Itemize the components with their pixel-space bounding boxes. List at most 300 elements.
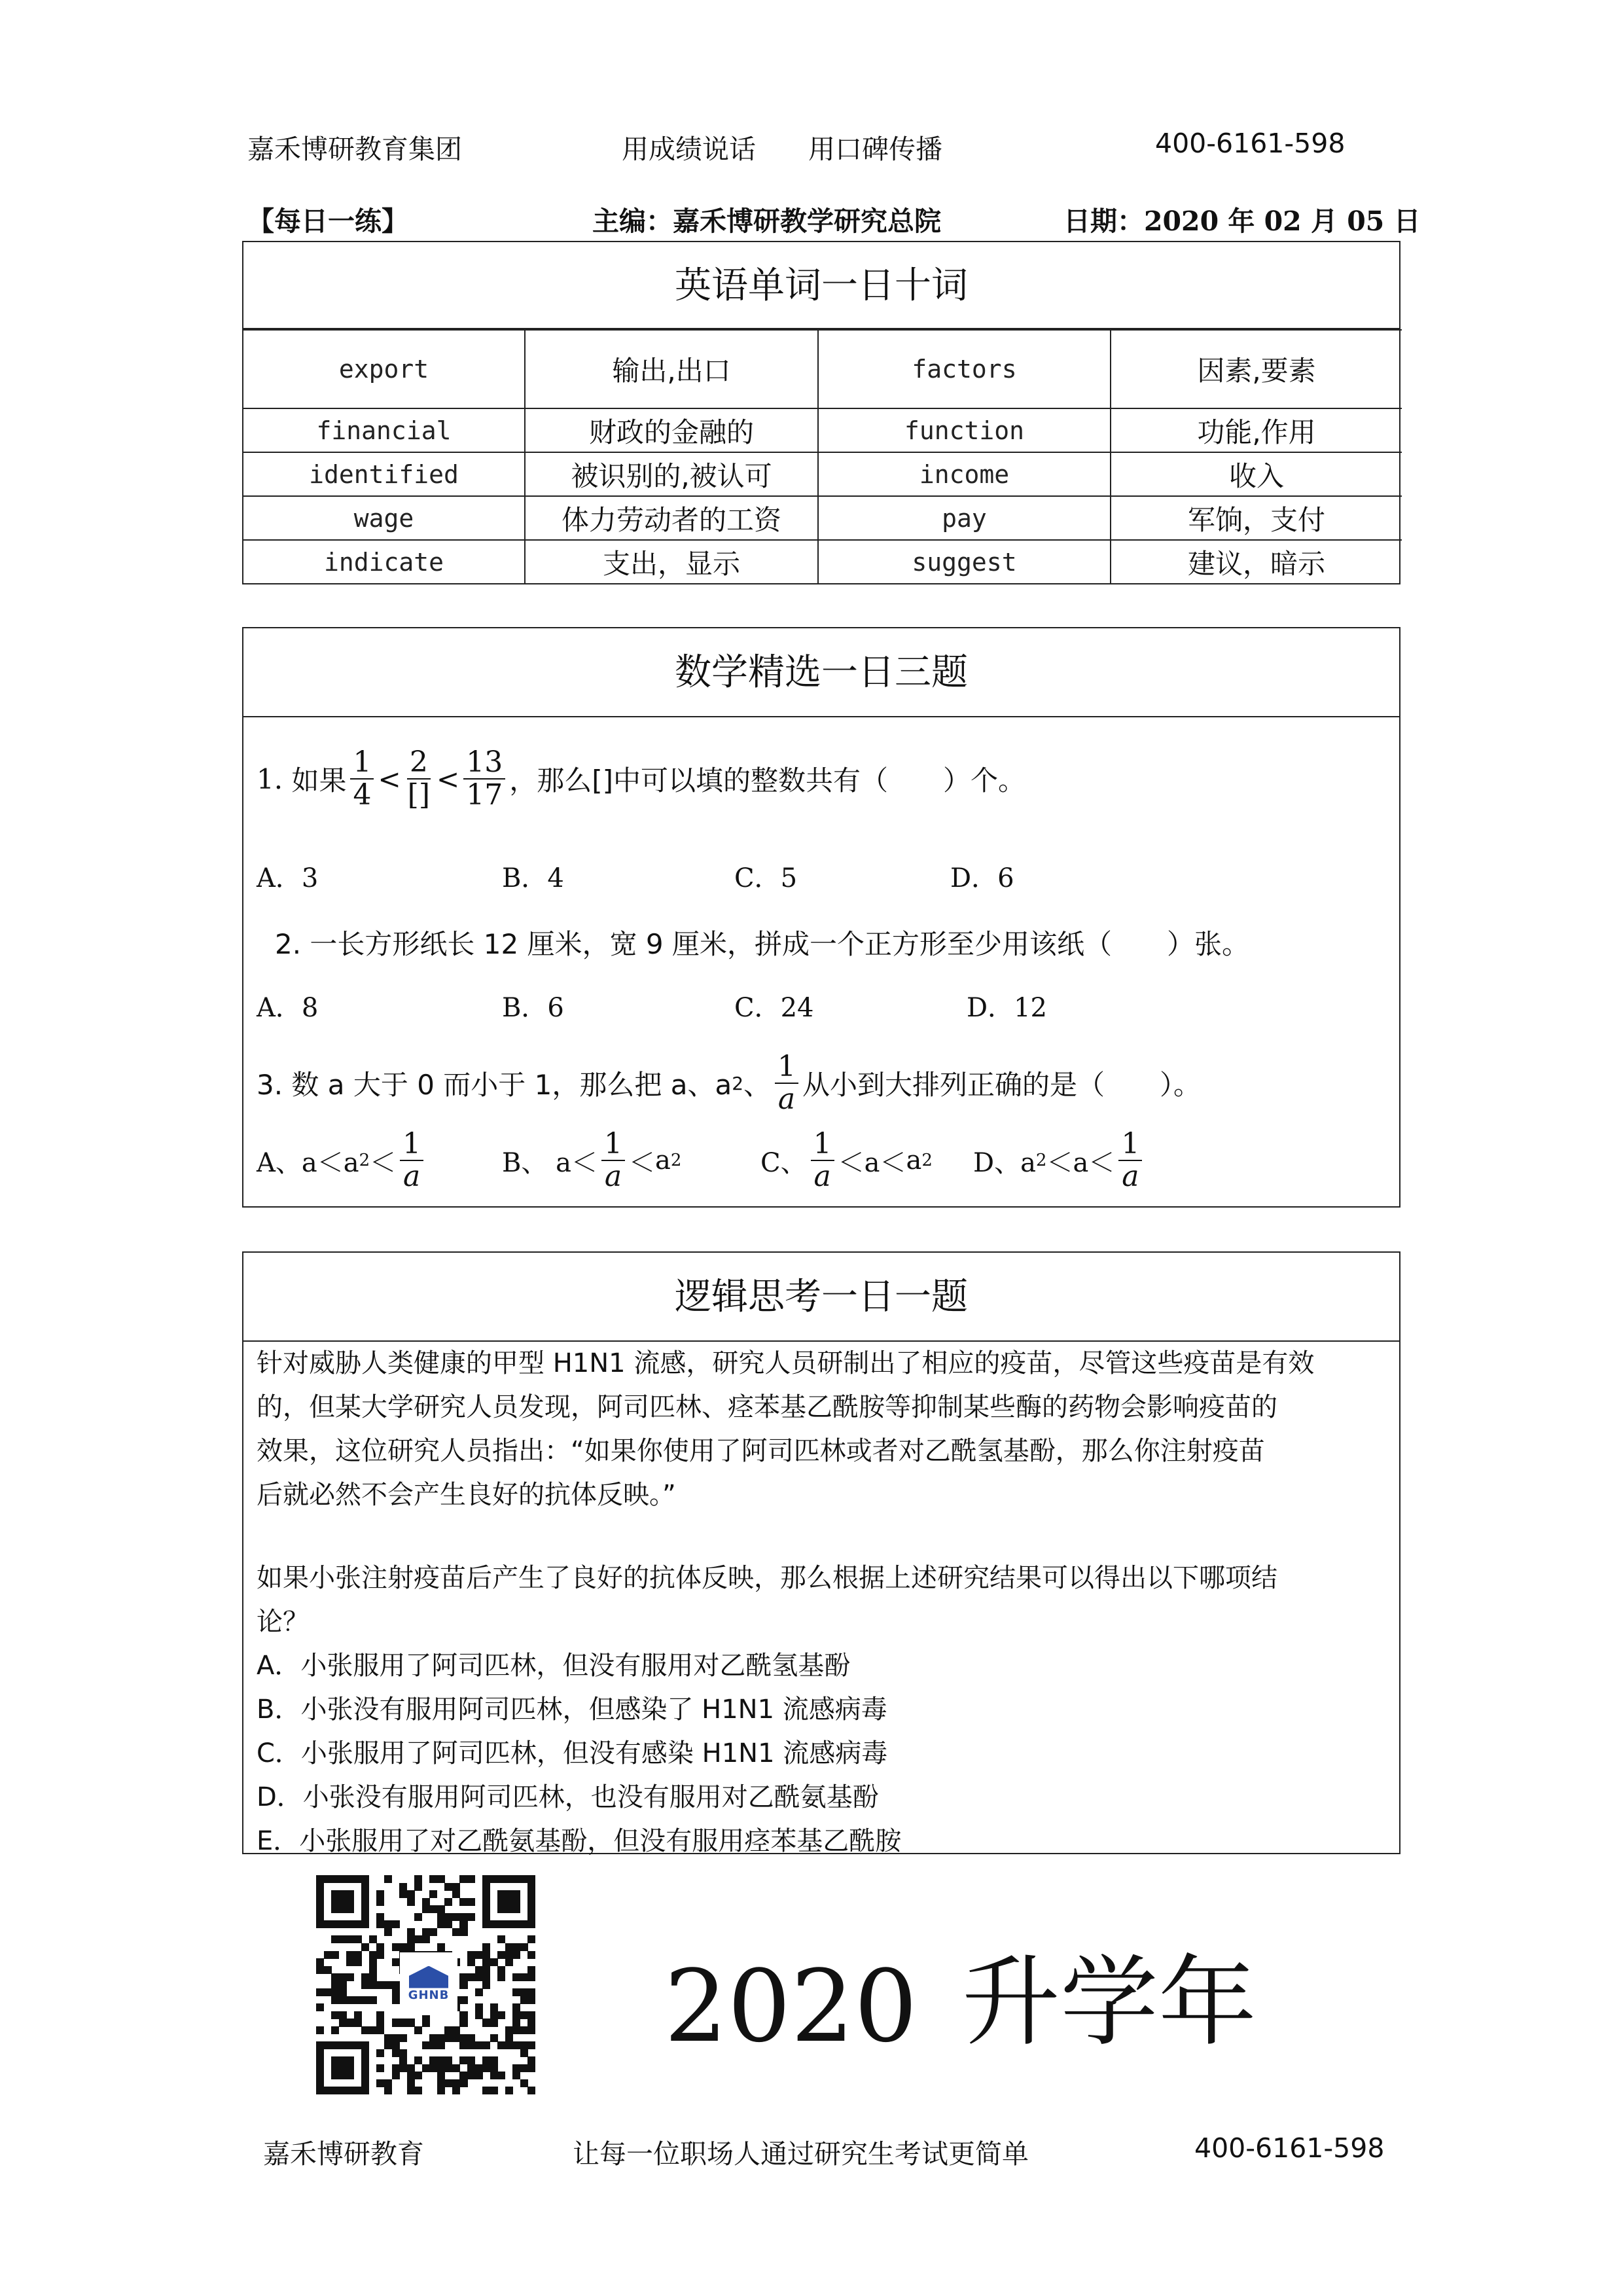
qr-module: [527, 2064, 535, 2072]
qr-module: [346, 1905, 354, 1913]
qr-module: [392, 1996, 400, 2004]
qr-module: [376, 2079, 384, 2087]
qr-module: [339, 2056, 347, 2064]
qr-module: [407, 1898, 415, 1906]
qr-module: [512, 2003, 520, 2011]
qr-module: [354, 2087, 362, 2094]
qr-module: [346, 1890, 354, 1898]
qr-module: [490, 2056, 498, 2064]
qr-module: [512, 2041, 520, 2049]
qr-module: [392, 1981, 400, 1989]
qr-module: [346, 1958, 354, 1966]
qr-module: [331, 1973, 339, 1981]
qr-module: [346, 1951, 354, 1959]
qr-module: [422, 2018, 430, 2026]
qr-module: [316, 2087, 324, 2094]
qr-module: [422, 2041, 430, 2049]
qr-module: [361, 2087, 369, 2094]
qr-module: [422, 1898, 430, 1906]
qr-module: [369, 1981, 377, 1989]
qr-module: [354, 1875, 362, 1883]
qr-module: [497, 2041, 505, 2049]
qr-module: [437, 1905, 445, 1913]
qr-module: [384, 2079, 392, 2087]
vocab-word: indicate: [243, 540, 525, 584]
q1-option-a: A．3: [257, 863, 319, 893]
qr-module: [437, 2079, 445, 2087]
qr-module: [512, 1951, 520, 1959]
qr-module: [324, 1875, 332, 1883]
qr-module: [437, 1875, 445, 1883]
qr-module: [437, 1920, 445, 1928]
qr-module: [452, 2064, 460, 2072]
vocab-word: function: [818, 408, 1111, 452]
qr-module: [407, 2079, 415, 2087]
vocab-title: 英语单词一日十词: [243, 242, 1399, 329]
header-phone: 400-6161-598: [1155, 128, 1346, 159]
qr-module: [354, 1958, 362, 1966]
qr-module: [392, 2064, 400, 2072]
qr-module: [346, 1973, 354, 1981]
qr-module: [520, 1996, 528, 2004]
qr-module: [384, 1920, 392, 1928]
math-section: [242, 627, 1400, 1208]
qr-module: [331, 2011, 339, 2019]
qr-module: [512, 2072, 520, 2079]
fraction: $\frac{1}{4}$: [350, 747, 374, 812]
qr-module: [361, 1920, 369, 1928]
qr-module: [422, 1935, 430, 1943]
qr-module: [527, 1951, 535, 1959]
qr-module: [346, 2018, 354, 2026]
qr-module: [527, 2018, 535, 2026]
logic-passage-line: 后就必然不会产生良好的抗体反映。”: [257, 1480, 676, 1510]
qr-module: [414, 2087, 422, 2094]
qr-module: [505, 2026, 513, 2034]
qr-module: [437, 2041, 445, 2049]
qr-module: [399, 2049, 407, 2057]
qr-module: [437, 1913, 445, 1921]
table-row: [243, 496, 1402, 540]
qr-module: [482, 1883, 490, 1891]
qr-module: [361, 2056, 369, 2064]
qr-module: [361, 1890, 369, 1898]
qr-logo: [400, 1952, 457, 2015]
qr-module: [497, 2011, 505, 2019]
qr-module: [392, 1958, 400, 1966]
logic-option-c: C．小张服用了阿司匹林，但没有感染 H1N1 流感病毒: [257, 1738, 888, 1768]
qr-module: [482, 1966, 490, 1974]
qr-module: [384, 1981, 392, 1989]
qr-module: [392, 2049, 400, 2057]
qr-module: [512, 1943, 520, 1951]
header-slogan-2: 用口碑传播: [808, 134, 942, 165]
vocab-meaning: 收入: [1111, 452, 1402, 496]
qr-module: [346, 2072, 354, 2079]
qr-module: [505, 1890, 513, 1898]
qr-module: [324, 2041, 332, 2049]
qr-module: [361, 1943, 369, 1951]
qr-module: [422, 1928, 430, 1936]
qr-module: [376, 1981, 384, 1989]
qr-module: [527, 2056, 535, 2064]
header-slogan-1: 用成绩说话: [622, 134, 756, 165]
qr-module: [482, 1913, 490, 1921]
qr-module: [505, 1875, 513, 1883]
qr-module: [482, 1943, 490, 1951]
qr-module: [316, 1905, 324, 1913]
qr-module: [346, 2056, 354, 2064]
qr-module: [407, 1928, 415, 1936]
qr-module: [459, 1875, 467, 1883]
qr-module: [512, 1973, 520, 1981]
q3-prefix: 3. 数 a 大于 0 而小于 1，那么把 a、a: [257, 1069, 732, 1101]
qr-module: [392, 2018, 400, 2026]
qr-module: [422, 2064, 430, 2072]
qr-module: [437, 2087, 445, 2094]
q1-number: 1.: [257, 762, 283, 795]
qr-module: [505, 2034, 513, 2042]
qr-module: [505, 1943, 513, 1951]
qr-module: [520, 1973, 528, 1981]
qr-module: [346, 1996, 354, 2004]
qr-module: [331, 1988, 339, 1996]
qr-module: [346, 2087, 354, 2094]
vocab-meaning: 军饷，支付: [1111, 496, 1402, 540]
qr-module: [452, 2034, 460, 2042]
qr-module: [505, 1905, 513, 1913]
qr-module: [452, 2079, 460, 2087]
vocab-meaning: 功能,作用: [1111, 408, 1402, 452]
qr-module: [339, 1898, 347, 1906]
qr-module: [346, 1898, 354, 1906]
qr-module: [437, 2034, 445, 2042]
vocab-meaning: 输出,出口: [525, 330, 818, 408]
qr-module: [452, 1928, 460, 1936]
qr-module: [482, 2087, 490, 2094]
qr-module: [369, 1966, 377, 1974]
qr-module: [339, 1981, 347, 1989]
qr-module: [490, 1875, 498, 1883]
qr-module: [316, 2064, 324, 2072]
vocab-meaning: 因素,要素: [1111, 330, 1402, 408]
qr-module: [407, 1943, 415, 1951]
qr-module: [527, 1920, 535, 1928]
qr-module: [339, 2087, 347, 2094]
qr-module: [331, 2087, 339, 2094]
qr-module: [429, 2041, 437, 2049]
qr-module: [361, 1883, 369, 1891]
qr-code: [316, 1875, 535, 2094]
qr-module: [407, 1890, 415, 1898]
qr-module: [505, 1958, 513, 1966]
qr-module: [475, 2041, 483, 2049]
qr-module: [467, 2041, 475, 2049]
qr-module: [467, 2064, 475, 2072]
qr-module: [459, 1920, 467, 1928]
vocab-meaning: 体力劳动者的工资: [525, 496, 818, 540]
qr-module: [399, 1943, 407, 1951]
qr-module: [452, 2026, 460, 2034]
qr-module: [339, 1973, 347, 1981]
q3-suffix: 从小到大排列正确的是（ ）。: [802, 1069, 1202, 1101]
qr-module: [520, 2011, 528, 2019]
qr-module: [429, 2064, 437, 2072]
qr-module: [384, 2087, 392, 2094]
qr-module: [429, 1905, 437, 1913]
qr-module: [354, 1920, 362, 1928]
qr-module: [520, 2026, 528, 2034]
qr-module: [482, 2064, 490, 2072]
qr-module: [482, 1973, 490, 1981]
fraction: $\frac{13}{17}$: [463, 747, 505, 812]
qr-module: [361, 1898, 369, 1906]
qr-module: [490, 2011, 498, 2019]
qr-module: [490, 2018, 498, 2026]
qr-module: [467, 1958, 475, 1966]
date-line: 日期：2020 年 02 月 05 日: [1063, 206, 1421, 237]
qr-module: [527, 1935, 535, 1943]
qr-module: [339, 2011, 347, 2019]
qr-module: [331, 2041, 339, 2049]
qr-module: [459, 2079, 467, 2087]
qr-module: [316, 1883, 324, 1891]
qr-module: [407, 1935, 415, 1943]
qr-module: [339, 1996, 347, 2004]
qr-module: [331, 2056, 339, 2064]
math-q2: 2. 一长方形纸长 12 厘米，宽 9 厘米，拼成一个正方形至少用该纸（ ）张。: [275, 928, 1249, 960]
qr-module: [459, 1898, 467, 1906]
qr-module: [354, 1996, 362, 2004]
qr-module: [407, 2064, 415, 2072]
qr-module: [331, 1996, 339, 2004]
q2-option-d: D．12: [967, 993, 1047, 1023]
qr-module: [361, 2026, 369, 2034]
qr-module: [467, 2056, 475, 2064]
vocab-word: export: [243, 330, 525, 408]
qr-module: [414, 1935, 422, 1943]
qr-module: [467, 1875, 475, 1883]
qr-module: [482, 1898, 490, 1906]
qr-module: [384, 2041, 392, 2049]
qr-module: [459, 2018, 467, 2026]
q1-option-d: D．6: [950, 863, 1014, 893]
q1-option-c: C．5: [734, 863, 798, 893]
qr-module: [339, 1890, 347, 1898]
qr-module: [429, 1875, 437, 1883]
qr-module: [444, 1898, 452, 1906]
qr-module: [361, 1913, 369, 1921]
qr-module: [339, 1988, 347, 1996]
q2-option-b: B．6: [502, 993, 564, 1023]
qr-module: [527, 1905, 535, 1913]
qr-module: [444, 1913, 452, 1921]
qr-module: [331, 1890, 339, 1898]
qr-module: [339, 1905, 347, 1913]
vocab-section: [242, 241, 1400, 584]
qr-module: [376, 2011, 384, 2019]
qr-module: [346, 2064, 354, 2072]
vocab-word: factors: [818, 330, 1111, 408]
qr-module: [490, 2064, 498, 2072]
qr-module: [475, 1966, 483, 1974]
qr-module: [316, 2079, 324, 2087]
qr-module: [437, 2056, 445, 2064]
qr-module: [452, 1913, 460, 1921]
qr-module: [512, 2026, 520, 2034]
q2-option-a: A．8: [257, 993, 319, 1023]
vocab-meaning: 财政的金融的: [525, 408, 818, 452]
qr-module: [392, 1920, 400, 1928]
qr-module: [414, 2056, 422, 2064]
qr-module: [444, 2079, 452, 2087]
qr-module: [392, 2034, 400, 2042]
graduation-cap-icon: [409, 1966, 448, 1988]
qr-module: [490, 2034, 498, 2042]
qr-module: [437, 2064, 445, 2072]
q3-option-b: B、 a＜ $\frac{1}{a}$ ＜ a 2: [502, 1126, 682, 1193]
math-q1: 1. 如果 $\frac{1}{4}$ < $\frac{2}{[]}$ < $\frac{13}{17}$ ，那么[]中可以填的整数共有（ ）个。: [257, 745, 1026, 812]
vocab-word: pay: [818, 496, 1111, 540]
qr-module: [475, 2064, 483, 2072]
qr-module: [527, 1883, 535, 1891]
qr-module: [475, 1951, 483, 1959]
qr-module: [467, 1898, 475, 1906]
qr-module: [422, 1905, 430, 1913]
qr-module: [324, 1988, 332, 1996]
qr-module: [414, 1883, 422, 1891]
qr-module: [459, 1996, 467, 2004]
table-row: [243, 540, 1402, 584]
footer-phone: 400-6161-598: [1194, 2132, 1385, 2164]
qr-module: [369, 1958, 377, 1966]
qr-module: [361, 1875, 369, 1883]
qr-module: [527, 1898, 535, 1906]
qr-module: [346, 1935, 354, 1943]
qr-module: [505, 1951, 513, 1959]
qr-module: [527, 1973, 535, 1981]
qr-module: [324, 1966, 332, 1974]
qr-module: [497, 1890, 505, 1898]
qr-module: [505, 2041, 513, 2049]
qr-module: [331, 2064, 339, 2072]
qr-module: [316, 1988, 324, 1996]
qr-module: [482, 2056, 490, 2064]
vocab-table: [243, 329, 1402, 584]
qr-module: [497, 2072, 505, 2079]
qr-module: [459, 2056, 467, 2064]
qr-module: [437, 1943, 445, 1951]
qr-module: [459, 1973, 467, 1981]
qr-module: [376, 1913, 384, 1921]
qr-module: [376, 2049, 384, 2057]
qr-module: [399, 2034, 407, 2042]
qr-module: [361, 1905, 369, 1913]
qr-module: [414, 2026, 422, 2034]
qr-module: [467, 1973, 475, 1981]
qr-module: [482, 1920, 490, 1928]
qr-module: [512, 1898, 520, 1906]
daily-practice-tag: 【每日一练】: [247, 206, 408, 237]
qr-module: [527, 2011, 535, 2019]
logic-passage-line: 针对威胁人类健康的甲型 H1N1 流感，研究人员研制出了相应的疫苗，尽管这些疫苗是有效: [257, 1348, 1315, 1378]
qr-logo-text: GHNB: [408, 1988, 450, 2002]
qr-module: [399, 2064, 407, 2072]
logic-section: [242, 1251, 1400, 1854]
qr-module: [346, 1875, 354, 1883]
qr-module: [429, 2056, 437, 2064]
qr-module: [527, 1996, 535, 2004]
qr-module: [316, 1920, 324, 1928]
qr-module: [490, 1920, 498, 1928]
math-title: 数学精选一日三题: [243, 628, 1399, 717]
table-row: [243, 408, 1402, 452]
logic-option-d: D．小张没有服用阿司匹林，也没有服用对乙酰氨基酚: [257, 1782, 879, 1812]
qr-module: [414, 1875, 422, 1883]
qr-module: [331, 2072, 339, 2079]
qr-module: [520, 2064, 528, 2072]
q1-prefix: 如果: [291, 764, 347, 797]
qr-module: [316, 2003, 324, 2011]
qr-module: [490, 1958, 498, 1966]
q3-option-d: D、a 2 ＜a＜ $\frac{1}{a}$: [973, 1124, 1146, 1196]
qr-module: [346, 2041, 354, 2049]
qr-module: [339, 2018, 347, 2026]
qr-module: [467, 1913, 475, 1921]
qr-module: [459, 2041, 467, 2049]
qr-module: [452, 1883, 460, 1891]
qr-module: [497, 1920, 505, 1928]
qr-module: [414, 2072, 422, 2079]
qr-module: [361, 2079, 369, 2087]
vocab-word: identified: [243, 452, 525, 496]
logic-question-line: 论？: [257, 1607, 309, 1637]
qr-module: [339, 2064, 347, 2072]
table-row: [243, 330, 1402, 408]
qr-module: [339, 1920, 347, 1928]
qr-module: [512, 1890, 520, 1898]
q1-suffix: ，那么[]中可以填的整数共有（ ）个。: [509, 764, 1026, 797]
qr-module: [331, 1905, 339, 1913]
qr-module: [475, 2003, 483, 2011]
fraction: $\frac{2}{[]}$: [407, 745, 430, 812]
fraction: $\frac{1}{a}$: [775, 1051, 798, 1116]
qr-module: [482, 2041, 490, 2049]
qr-module: [414, 1913, 422, 1921]
qr-module: [527, 1913, 535, 1921]
qr-module: [444, 2056, 452, 2064]
qr-module: [399, 1883, 407, 1891]
vocab-meaning: 支出，显示: [525, 540, 818, 584]
qr-module: [444, 2026, 452, 2034]
qr-module: [482, 1905, 490, 1913]
qr-module: [482, 1890, 490, 1898]
qr-module: [459, 2011, 467, 2019]
qr-module: [354, 1935, 362, 1943]
editor-line: 主编：嘉禾博研教学研究总院: [592, 206, 941, 237]
math-q3: 3. 数 a 大于 0 而小于 1，那么把 a、a 2 、 $\frac{1}{a}$ 从小到大排列正确的是（ ）。: [257, 1049, 1202, 1116]
qr-module: [376, 1951, 384, 1959]
qr-module: [459, 1981, 467, 1989]
qr-module: [316, 1890, 324, 1898]
qr-module: [384, 1875, 392, 1883]
qr-module: [497, 1951, 505, 1959]
qr-module: [482, 1981, 490, 1989]
qr-module: [316, 2072, 324, 2079]
qr-module: [520, 1988, 528, 1996]
qr-module: [505, 1898, 513, 1906]
qr-module: [452, 2087, 460, 2094]
